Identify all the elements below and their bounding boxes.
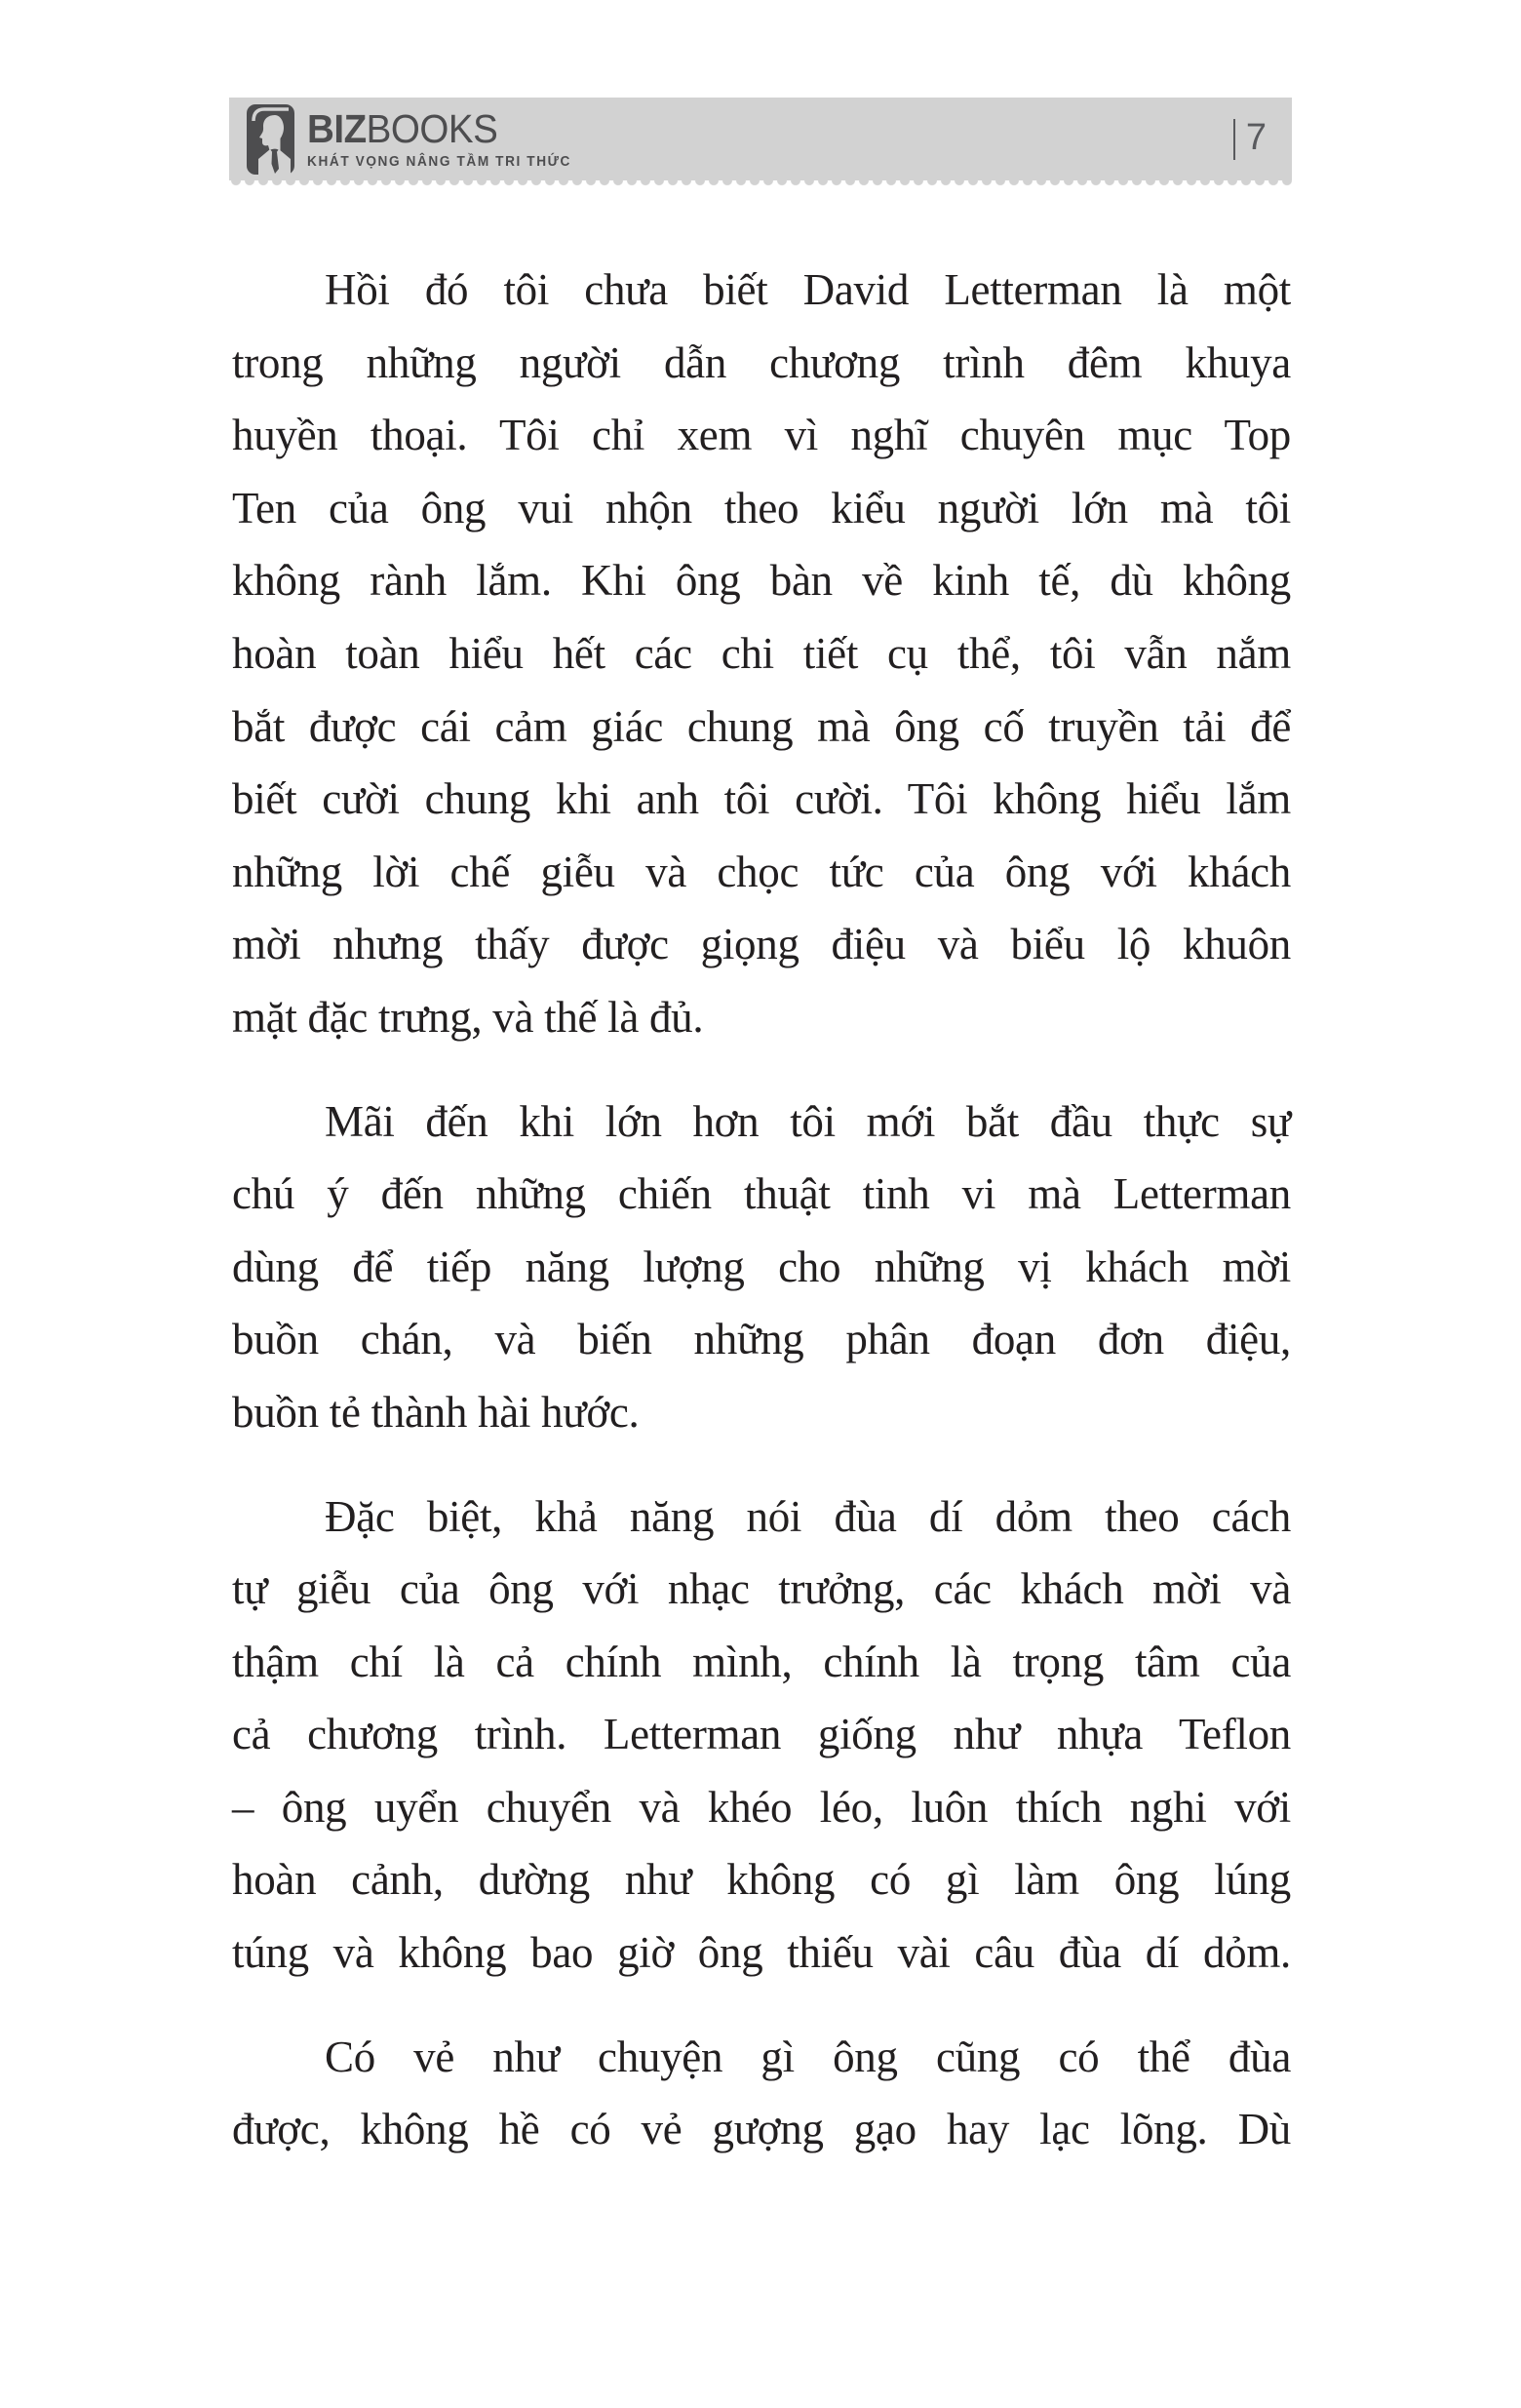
text-line: thậm chí là cả chính mình, chính là trọng tâm của bbox=[232, 1637, 1291, 1686]
text-line: chú ý đến những chiến thuật tinh vi mà Letterman bbox=[232, 1169, 1291, 1219]
body-text bbox=[232, 254, 1291, 2166]
text-line: những lời chế giễu và chọc tức của ông với khách bbox=[232, 847, 1291, 896]
text-line: buồn tẻ thành hài hước. bbox=[232, 1387, 640, 1437]
brand-name-primary: BIZ bbox=[307, 105, 367, 151]
text-line: mời nhưng thấy được giọng điệu và biểu lộ khuôn bbox=[232, 920, 1291, 969]
text-line: hoàn cảnh, dường như không có gì làm ông lúng bbox=[232, 1855, 1291, 1905]
text-line: không rành lắm. Khi ông bàn về kinh tế, dù không bbox=[232, 556, 1291, 606]
paragraph-3 bbox=[232, 1480, 1291, 1990]
text-line: cả chương trình. Letterman giống như nhựa Teflon bbox=[232, 1710, 1291, 1759]
brand-name-secondary: BOOKS bbox=[366, 105, 498, 151]
text-line: huyền thoại. Tôi chỉ xem vì nghĩ chuyên mục Top bbox=[232, 411, 1291, 460]
paragraph-1 bbox=[232, 254, 1291, 1054]
paragraph-4 bbox=[232, 2021, 1291, 2166]
text-line: trong những người dẫn chương trình đêm khuya bbox=[232, 337, 1291, 387]
text-line: được, không hề có vẻ gượng gạo hay lạc lõng. Dù bbox=[232, 2105, 1291, 2154]
text-line: Đặc biệt, khả năng nói đùa dí dỏm theo cách bbox=[325, 1491, 1291, 1541]
text-line: dùng để tiếp năng lượng cho những vị khách mời bbox=[232, 1242, 1291, 1291]
page-number-block bbox=[1233, 98, 1267, 180]
text-line: Có vẻ như chuyện gì ông cũng có thể đùa bbox=[325, 2032, 1291, 2081]
text-line: mặt đặc trưng, và thế là đủ. bbox=[232, 992, 704, 1042]
text-line: Ten của ông vui nhộn theo kiểu người lớn mà tôi bbox=[232, 483, 1291, 533]
text-line: bắt được cái cảm giác chung mà ông cố truyền tải để bbox=[232, 701, 1291, 751]
text-line: túng và không bao giờ ông thiếu vài câu đùa dí dỏm. bbox=[232, 1928, 1291, 1978]
text-line: Mãi đến khi lớn hơn tôi mới bắt đầu thực sự bbox=[325, 1096, 1291, 1146]
brand-tagline: KHÁT VỌNG NÂNG TẦM TRI THỨC bbox=[307, 153, 572, 170]
page-header bbox=[229, 98, 1292, 180]
text-line: – ông uyển chuyển và khéo léo, luôn thích nghi với bbox=[232, 1782, 1291, 1832]
page-number: 7 bbox=[1245, 116, 1267, 158]
page-number-separator bbox=[1233, 119, 1235, 160]
text-line: tự giễu của ông với nhạc trưởng, các khách mời và bbox=[232, 1564, 1291, 1614]
paragraph-2 bbox=[232, 1086, 1291, 1449]
bizbooks-logo-icon bbox=[247, 104, 294, 175]
text-line: buồn chán, và biến những phân đoạn đơn điệu, bbox=[232, 1315, 1291, 1364]
text-line: hoàn toàn hiểu hết các chi tiết cụ thể, tôi vẫn nắm bbox=[232, 628, 1291, 678]
brand-name bbox=[307, 105, 571, 151]
text-line: Hồi đó tôi chưa biết David Letterman là một bbox=[325, 265, 1291, 314]
brand-block bbox=[307, 105, 572, 170]
text-line: biết cười chung khi anh tôi cười. Tôi không hiểu lắm bbox=[232, 774, 1291, 824]
